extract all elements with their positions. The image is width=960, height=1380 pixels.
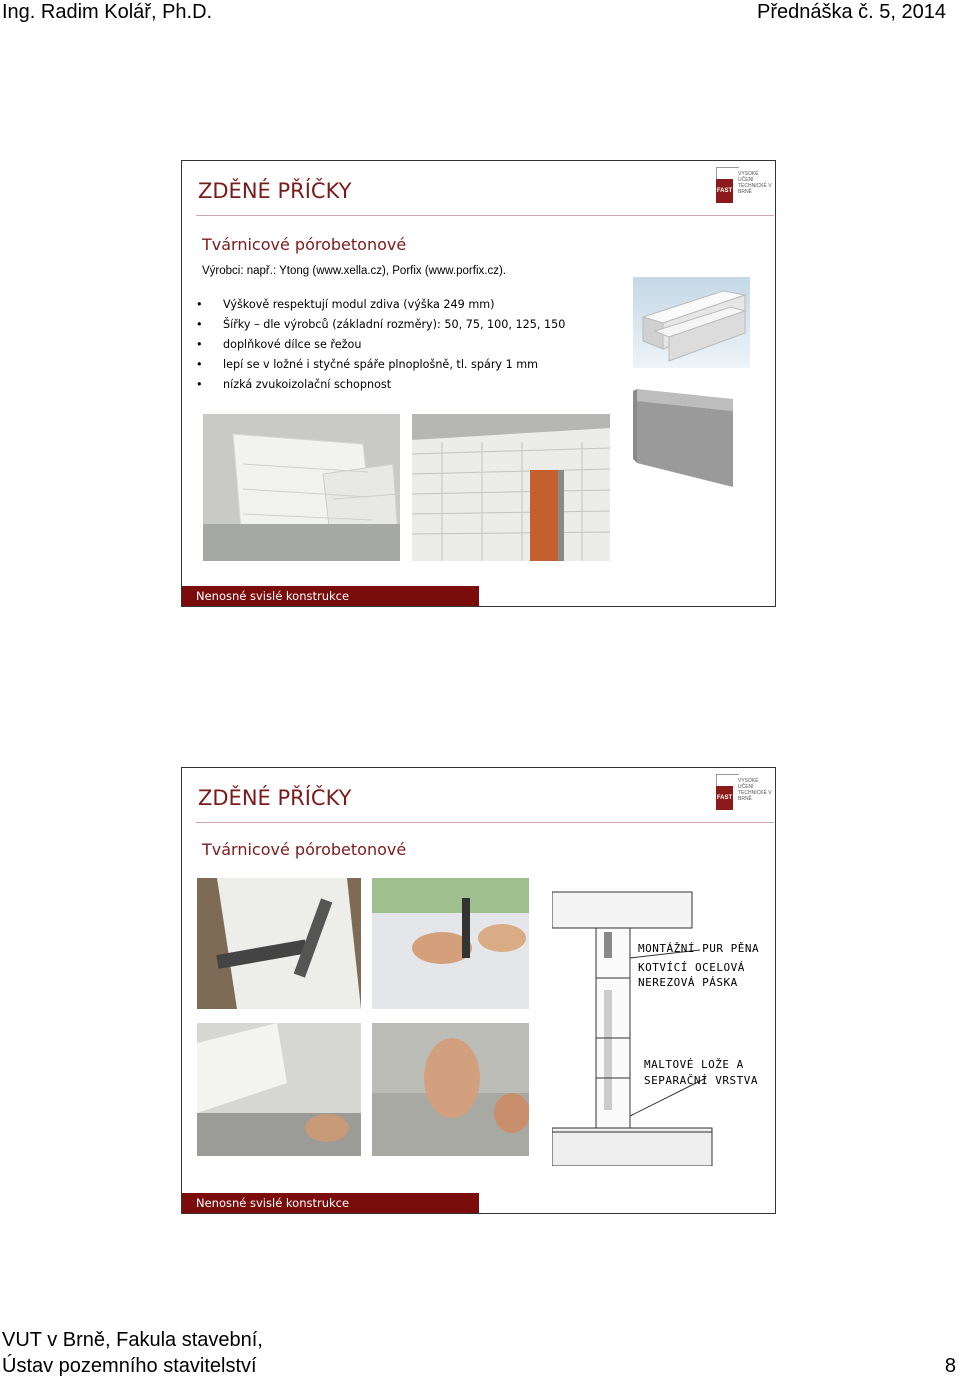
diagram-label: SEPARAČNÍ VRSTVA (644, 1074, 758, 1087)
hammer-nailing-illustration (372, 878, 529, 1009)
author-name: Ing. Radim Kolář, Ph.D. (2, 1, 213, 23)
wall-blocks-illustration (203, 414, 400, 561)
photo-hammer-nailing (372, 878, 529, 1009)
slide-1 (181, 160, 776, 607)
construction-photo-2 (412, 414, 610, 561)
slide-title: ZDĚNÉ PŘÍČKY (198, 786, 352, 810)
university-name: VUT v Brně, Fakula stavební, (2, 1329, 263, 1351)
mortar-bed-illustration (197, 1023, 361, 1156)
photo-anchor-strip (197, 878, 361, 1009)
slide-subtitle: Tvárnicové pórobetonové (202, 840, 407, 859)
diagram-label: KOTVÍCÍ OCELOVÁ (638, 961, 745, 974)
aerated-block-illustration (633, 387, 737, 487)
logo-mark: FAST (716, 786, 733, 810)
section-diagram (552, 878, 772, 1166)
logo-text: VYSOKÉ UČENÍ TECHNICKÉ V BRNĚ (738, 171, 772, 195)
slide-footer: Nenosné svislé konstrukce (182, 1193, 479, 1213)
photo-adhesive-spread (372, 1023, 529, 1156)
grey-block-image (633, 387, 737, 487)
logo-mark: FAST (716, 179, 733, 203)
lecture-number: Přednáška č. 5, 2014 (756, 1, 946, 23)
diagram-label: MALTOVÉ LOŽE A (644, 1058, 744, 1071)
adhesive-spread-illustration (372, 1023, 529, 1156)
fast-logo (716, 167, 774, 215)
diagram-label: MONTÁŽNÍ PUR PĚNA (638, 942, 760, 955)
page-number: 8 (944, 1355, 956, 1377)
product-panels-image (633, 277, 750, 368)
white-panels-illustration (633, 277, 750, 368)
slide-2 (181, 767, 776, 1214)
producers-text: Výrobci: např.: Ytong (www.xella.cz), Porfix (www.porfix.cz). (202, 265, 506, 277)
photo-mortar-bed (197, 1023, 361, 1156)
block-wall-door-illustration (412, 414, 610, 561)
slide-title: ZDĚNÉ PŘÍČKY (198, 179, 352, 203)
title-rule (196, 215, 774, 216)
slide-subtitle: Tvárnicové pórobetonové (202, 235, 407, 254)
page-header (0, 0, 960, 26)
bullet-item: • nízká zvukoizolační schopnost (194, 375, 565, 395)
institute-name: Ústav pozemního stavitelství (2, 1355, 257, 1377)
anchor-strip-illustration (197, 878, 361, 1009)
bullet-item: • Šířky – dle výrobců (základní rozměry): 50, 75, 100, 125, 150 (194, 315, 565, 335)
title-rule (196, 822, 774, 823)
diagram-label: NEREZOVÁ PÁSKA (638, 976, 738, 989)
bullet-item: • doplňkové dílce se řežou (194, 335, 565, 355)
slide-footer: Nenosné svislé konstrukce (182, 586, 479, 606)
bullet-item: • Výškově respektují modul zdiva (výška 249 mm) (194, 295, 565, 315)
partition-section-drawing (552, 878, 772, 1166)
bullet-item: • lepí se v ložné i styčné spáře plnoplošně, tl. spáry 1 mm (194, 355, 565, 375)
logo-text: VYSOKÉ UČENÍ TECHNICKÉ V BRNĚ (738, 778, 772, 802)
bullet-list (194, 295, 565, 395)
construction-photo-1 (203, 414, 400, 561)
page-footer (0, 1328, 960, 1380)
fast-logo (716, 774, 774, 822)
